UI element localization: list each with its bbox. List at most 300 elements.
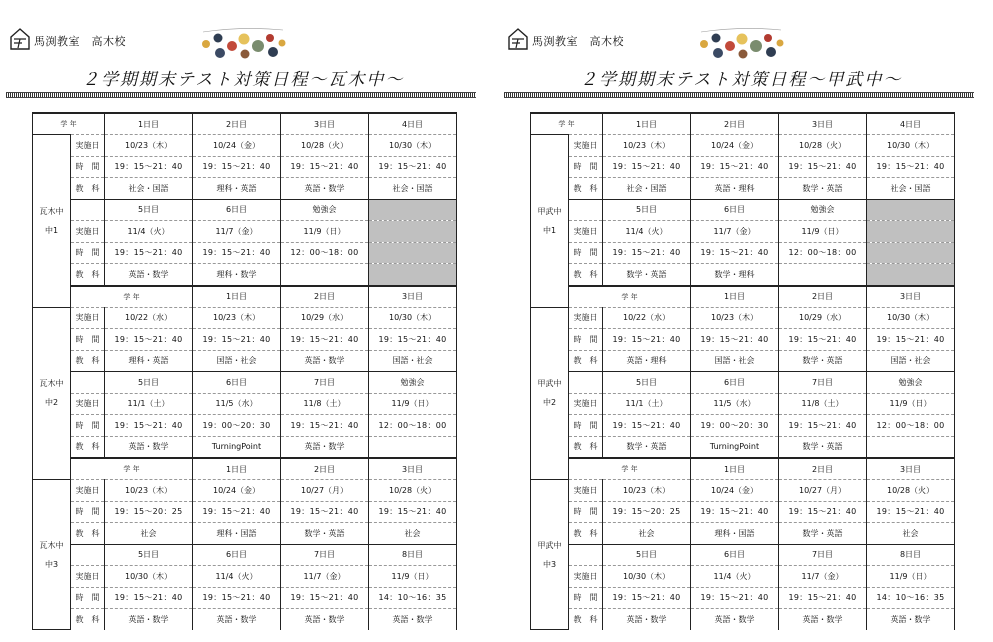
subject-cell: 英語・理科: [603, 350, 691, 372]
subject-cell: 英語・数学: [867, 609, 955, 630]
grade-label-cell: [33, 307, 71, 480]
subject-cell: 数学・英語: [603, 264, 691, 286]
grade-header-cell: 学 年: [71, 286, 193, 308]
schedule-sheet-kobu: [500, 0, 970, 642]
day-label-cell: 1日目: [691, 286, 779, 308]
day-header-row: [33, 286, 457, 308]
time-cell: [867, 242, 955, 264]
date-cell: 10/30（木）: [867, 135, 955, 157]
time-row-label: 時 間: [71, 156, 105, 178]
day-header-row: [33, 458, 457, 480]
day-label-cell: 6日目: [193, 544, 281, 566]
grade-label-cell: [33, 135, 71, 308]
date-cell: 10/30（木）: [603, 566, 691, 588]
date-row: [531, 307, 955, 329]
date-cell: 11/8（土）: [779, 393, 867, 415]
date-cell: 11/7（金）: [691, 221, 779, 243]
time-cell: 19：15～21：40: [691, 501, 779, 523]
date-cell: [867, 221, 955, 243]
day-label-cell: 5日目: [105, 544, 193, 566]
subject-row-label: 教 科: [71, 436, 105, 458]
day-header-row: [33, 199, 457, 221]
time-row-label: 時 間: [71, 501, 105, 523]
subject-cell: [867, 436, 955, 458]
time-cell: 19：15～21：40: [603, 415, 691, 437]
date-cell: 10/29（水）: [281, 307, 369, 329]
date-row: [33, 307, 457, 329]
date-row: [33, 393, 457, 415]
page-title: ２学期期末テスト対策日程～瓦木中～: [82, 70, 405, 90]
day-header-row: [531, 544, 955, 566]
blank-label-cell: [569, 544, 603, 566]
day-label-cell: 2日目: [193, 113, 281, 135]
subject-cell: 英語・数学: [779, 609, 867, 630]
date-row-label: 実施日: [71, 566, 105, 588]
grade-year-label: 中2: [542, 398, 557, 408]
day-label-cell: 5日目: [603, 544, 691, 566]
time-cell: 14：10～16：35: [867, 587, 955, 609]
time-row: [33, 156, 457, 178]
date-cell: 10/27（月）: [281, 480, 369, 502]
date-cell: 11/9（日）: [369, 393, 457, 415]
grade-label-cell: [531, 135, 569, 308]
day-label-cell: 3日目: [369, 458, 457, 480]
date-row-label: 実施日: [569, 393, 603, 415]
subject-row-label: 教 科: [71, 523, 105, 545]
grade-header-cell: 学 年: [569, 286, 691, 308]
date-cell: 10/30（木）: [369, 307, 457, 329]
time-row-label: 時 間: [71, 329, 105, 351]
day-label-cell: 3日目: [369, 286, 457, 308]
time-row: [33, 415, 457, 437]
day-label-cell: 勉強会: [369, 372, 457, 394]
time-cell: 12：00～18：00: [779, 242, 867, 264]
subject-row: [531, 436, 955, 458]
time-row-label: 時 間: [569, 501, 603, 523]
title-divider: [6, 92, 476, 98]
date-row-label: 実施日: [569, 135, 603, 157]
time-cell: 19：15～21：40: [691, 156, 779, 178]
date-cell: 10/30（木）: [369, 135, 457, 157]
date-cell: 11/1（土）: [603, 393, 691, 415]
day-label-cell: 1日目: [193, 286, 281, 308]
time-cell: 19：15～21：40: [691, 242, 779, 264]
time-cell: 19：15～21：40: [779, 587, 867, 609]
subject-cell: 英語・数学: [281, 350, 369, 372]
subject-cell: 英語・数学: [105, 609, 193, 630]
date-cell: 10/24（金）: [193, 480, 281, 502]
subject-cell: 社会: [105, 523, 193, 545]
schedule-table: [32, 112, 457, 630]
day-label-cell: 勉強会: [281, 199, 369, 221]
grade-label-cell: [33, 480, 71, 630]
subject-row-label: 教 科: [569, 523, 603, 545]
subject-row-label: 教 科: [569, 178, 603, 200]
date-cell: 11/4（火）: [105, 221, 193, 243]
schedule-table: [530, 112, 955, 630]
time-row-label: 時 間: [569, 415, 603, 437]
time-cell: 19：15～21：40: [779, 415, 867, 437]
time-row: [531, 587, 955, 609]
date-row: [531, 566, 955, 588]
date-row: [33, 135, 457, 157]
subject-cell: 国語・社会: [867, 350, 955, 372]
date-row: [33, 480, 457, 502]
subject-row-label: 教 科: [569, 436, 603, 458]
date-row: [531, 221, 955, 243]
subject-cell: [369, 436, 457, 458]
time-row: [33, 501, 457, 523]
subject-cell: [281, 264, 369, 286]
day-label-cell: 1日目: [603, 113, 691, 135]
date-cell: 11/9（日）: [281, 221, 369, 243]
day-label-cell: 1日目: [691, 458, 779, 480]
subject-cell: 英語・数学: [281, 609, 369, 630]
subject-row-label: 教 科: [569, 264, 603, 286]
grade-school-label: 甲武中: [537, 540, 562, 550]
time-cell: 12：00～18：00: [369, 415, 457, 437]
time-cell: 19：15～21：40: [105, 156, 193, 178]
date-row: [33, 566, 457, 588]
day-label-cell: 4日目: [369, 113, 457, 135]
day-header-row: [531, 199, 955, 221]
date-cell: 10/28（火）: [867, 480, 955, 502]
time-cell: 19：15～21：40: [281, 415, 369, 437]
date-cell: 11/4（火）: [193, 566, 281, 588]
blank-label-cell: [71, 199, 105, 221]
time-cell: 19：15～21：40: [105, 415, 193, 437]
day-label-cell: 3日目: [867, 286, 955, 308]
time-row-label: 時 間: [569, 587, 603, 609]
subject-cell: 社会・国語: [105, 178, 193, 200]
blank-label-cell: [569, 372, 603, 394]
date-cell: 11/9（日）: [369, 566, 457, 588]
subject-row: [531, 609, 955, 630]
day-label-cell: 8日目: [867, 544, 955, 566]
date-cell: 10/22（水）: [603, 307, 691, 329]
blank-label-cell: [71, 372, 105, 394]
date-row-label: 実施日: [71, 135, 105, 157]
date-cell: 11/5（水）: [193, 393, 281, 415]
school-logo-icon: [508, 26, 528, 50]
day-label-cell: 7日目: [281, 544, 369, 566]
grade-school-label: 瓦木中: [39, 379, 64, 389]
time-cell: 19：15～21：40: [603, 156, 691, 178]
date-row-label: 実施日: [71, 480, 105, 502]
date-cell: 11/9（日）: [867, 393, 955, 415]
time-cell: 19：15～21：40: [867, 329, 955, 351]
date-cell: [369, 221, 457, 243]
subject-row-label: 教 科: [71, 609, 105, 630]
day-label-cell: 勉強会: [779, 199, 867, 221]
subject-cell: 英語・数学: [691, 609, 779, 630]
subject-row-label: 教 科: [71, 264, 105, 286]
time-cell: 19：15～21：40: [867, 501, 955, 523]
day-header-row: [531, 286, 955, 308]
time-cell: 19：15～21：40: [193, 242, 281, 264]
time-cell: 19：15～21：40: [369, 501, 457, 523]
date-cell: 11/7（金）: [281, 566, 369, 588]
date-cell: 10/23（木）: [193, 307, 281, 329]
subject-cell: 数学・英語: [603, 436, 691, 458]
date-cell: 10/24（金）: [691, 135, 779, 157]
grade-year-label: 中1: [542, 225, 557, 235]
time-row-label: 時 間: [71, 587, 105, 609]
date-cell: 11/4（火）: [603, 221, 691, 243]
subject-cell: 社会: [603, 523, 691, 545]
time-cell: 19：15～21：40: [193, 156, 281, 178]
grade-year-label: 中3: [44, 559, 59, 569]
subject-cell: 数学・理科: [691, 264, 779, 286]
day-label-cell: 3日目: [867, 458, 955, 480]
school-logo-icon: [10, 26, 30, 50]
time-row: [531, 242, 955, 264]
day-label-cell: 2日目: [779, 286, 867, 308]
date-cell: 10/28（火）: [779, 135, 867, 157]
time-cell: 19：15～21：40: [281, 501, 369, 523]
day-label-cell: 3日目: [779, 113, 867, 135]
time-cell: 19：15～21：40: [281, 156, 369, 178]
day-label-cell: 6日目: [193, 199, 281, 221]
time-row: [531, 156, 955, 178]
time-cell: 19：15～21：40: [369, 156, 457, 178]
date-row-label: 実施日: [71, 393, 105, 415]
day-label-cell: 1日目: [105, 113, 193, 135]
time-cell: 19：15～21：40: [105, 242, 193, 264]
subject-cell: 数学・英語: [779, 523, 867, 545]
grade-header-cell: 学 年: [71, 458, 193, 480]
time-cell: 19：15～20：25: [105, 501, 193, 523]
subject-row-label: 教 科: [569, 609, 603, 630]
date-cell: 10/28（火）: [369, 480, 457, 502]
date-cell: 10/23（木）: [105, 135, 193, 157]
subject-row: [33, 523, 457, 545]
grade-school-label: 瓦木中: [39, 540, 64, 550]
subject-row-label: 教 科: [71, 178, 105, 200]
time-cell: 19：15～21：40: [779, 156, 867, 178]
day-label-cell: 7日目: [281, 372, 369, 394]
time-cell: 19：15～21：40: [193, 329, 281, 351]
subject-row-label: 教 科: [71, 350, 105, 372]
time-row-label: 時 間: [71, 415, 105, 437]
subject-cell: 理科・国語: [193, 523, 281, 545]
time-cell: 19：15～21：40: [603, 329, 691, 351]
subject-cell: 英語・数学: [369, 609, 457, 630]
date-row-label: 実施日: [71, 307, 105, 329]
day-label-cell: 5日目: [105, 199, 193, 221]
date-cell: 11/5（水）: [691, 393, 779, 415]
subject-cell: [779, 264, 867, 286]
subject-cell: 英語・数学: [105, 264, 193, 286]
day-header-row: [531, 113, 955, 135]
subject-cell: 社会: [867, 523, 955, 545]
time-cell: 19：15～21：40: [193, 501, 281, 523]
grade-header-cell: 学 年: [569, 458, 691, 480]
blank-label-cell: [71, 544, 105, 566]
time-row: [33, 329, 457, 351]
day-label-cell: 7日目: [779, 544, 867, 566]
time-cell: 19：15～21：40: [779, 329, 867, 351]
subject-row: [33, 350, 457, 372]
grade-school-label: 瓦木中: [39, 206, 64, 216]
day-label-cell: 2日目: [779, 458, 867, 480]
day-label-cell: [867, 199, 955, 221]
subject-row: [531, 264, 955, 286]
day-label-cell: 5日目: [603, 372, 691, 394]
day-label-cell: 5日目: [105, 372, 193, 394]
date-row-label: 実施日: [569, 221, 603, 243]
grade-header-cell: 学 年: [33, 113, 105, 135]
subject-cell: TurningPoint: [691, 436, 779, 458]
subject-cell: 理科・国語: [691, 523, 779, 545]
blank-label-cell: [569, 199, 603, 221]
date-cell: 10/30（木）: [105, 566, 193, 588]
time-row: [531, 415, 955, 437]
grade-header-cell: 学 年: [531, 113, 603, 135]
subject-cell: 理科・英語: [193, 178, 281, 200]
day-label-cell: 8日目: [369, 544, 457, 566]
time-cell: 19：15～21：40: [281, 587, 369, 609]
date-cell: 11/8（土）: [281, 393, 369, 415]
subject-cell: 数学・英語: [779, 178, 867, 200]
time-row-label: 時 間: [569, 156, 603, 178]
page-title: ２学期期末テスト対策日程～甲武中～: [580, 70, 903, 90]
subject-row-label: 教 科: [569, 350, 603, 372]
subject-cell: 英語・理科: [691, 178, 779, 200]
subject-row: [33, 178, 457, 200]
schedule-sheet-kawaragi: [2, 0, 472, 642]
date-row: [33, 221, 457, 243]
subject-cell: 数学・英語: [779, 436, 867, 458]
time-cell: 14：10～16：35: [369, 587, 457, 609]
day-label-cell: 2日目: [281, 458, 369, 480]
day-label-cell: 勉強会: [867, 372, 955, 394]
subject-row: [33, 264, 457, 286]
time-row: [531, 501, 955, 523]
date-row-label: 実施日: [569, 307, 603, 329]
subject-cell: 国語・社会: [369, 350, 457, 372]
day-header-row: [33, 372, 457, 394]
date-cell: 11/4（火）: [691, 566, 779, 588]
date-row-label: 実施日: [569, 566, 603, 588]
subject-row: [33, 436, 457, 458]
time-row-label: 時 間: [569, 329, 603, 351]
date-cell: 11/9（日）: [779, 221, 867, 243]
ornament-decoration-icon: [198, 26, 288, 62]
date-cell: 10/23（木）: [105, 480, 193, 502]
day-label-cell: 5日目: [603, 199, 691, 221]
subject-cell: 社会・国語: [603, 178, 691, 200]
grade-year-label: 中3: [542, 559, 557, 569]
ornament-decoration-icon: [696, 26, 786, 62]
day-label-cell: 6日目: [193, 372, 281, 394]
date-row-label: 実施日: [71, 221, 105, 243]
date-cell: 10/24（金）: [193, 135, 281, 157]
time-cell: 19：15～21：40: [867, 156, 955, 178]
grade-year-label: 中1: [44, 225, 59, 235]
subject-cell: 数学・英語: [281, 523, 369, 545]
subject-cell: 英語・数学: [603, 609, 691, 630]
date-cell: 10/24（金）: [691, 480, 779, 502]
time-row: [33, 242, 457, 264]
day-label-cell: 2日目: [691, 113, 779, 135]
school-name: 馬渕教室 高木校: [532, 35, 624, 48]
day-label-cell: 6日目: [691, 372, 779, 394]
time-cell: 19：15～21：40: [691, 329, 779, 351]
subject-cell: TurningPoint: [193, 436, 281, 458]
date-cell: 10/27（月）: [779, 480, 867, 502]
date-row-label: 実施日: [569, 480, 603, 502]
subject-cell: 数学・英語: [779, 350, 867, 372]
date-cell: 10/22（水）: [105, 307, 193, 329]
subject-cell: 社会・国語: [867, 178, 955, 200]
time-cell: [369, 242, 457, 264]
date-cell: 10/23（木）: [603, 480, 691, 502]
day-label-cell: 3日目: [281, 113, 369, 135]
grade-label-cell: [531, 480, 569, 630]
date-cell: 10/29（水）: [779, 307, 867, 329]
time-cell: 19：15～21：40: [603, 242, 691, 264]
subject-row: [531, 178, 955, 200]
time-cell: 12：00～18：00: [867, 415, 955, 437]
time-row: [531, 329, 955, 351]
subject-cell: [369, 264, 457, 286]
subject-row: [531, 523, 955, 545]
time-cell: 19：00～20：30: [193, 415, 281, 437]
date-row: [531, 135, 955, 157]
time-row-label: 時 間: [71, 242, 105, 264]
day-label-cell: 6日目: [691, 199, 779, 221]
date-row: [531, 480, 955, 502]
subject-cell: 英語・数学: [281, 178, 369, 200]
subject-row: [531, 350, 955, 372]
time-row-label: 時 間: [569, 242, 603, 264]
subject-cell: 理科・英語: [105, 350, 193, 372]
time-cell: 19：15～21：40: [105, 329, 193, 351]
date-cell: 11/7（金）: [193, 221, 281, 243]
time-cell: 19：15～21：40: [603, 587, 691, 609]
time-cell: 19：00～20：30: [691, 415, 779, 437]
day-header-row: [33, 113, 457, 135]
day-label-cell: 1日目: [193, 458, 281, 480]
time-cell: 19：15～21：40: [779, 501, 867, 523]
subject-cell: 国語・社会: [193, 350, 281, 372]
date-cell: 11/7（金）: [779, 566, 867, 588]
day-label-cell: 7日目: [779, 372, 867, 394]
time-cell: 12：00～18：00: [281, 242, 369, 264]
day-label-cell: 4日目: [867, 113, 955, 135]
date-cell: 10/30（木）: [867, 307, 955, 329]
day-label-cell: 6日目: [691, 544, 779, 566]
time-cell: 19：15～21：40: [193, 587, 281, 609]
day-header-row: [531, 372, 955, 394]
date-cell: 11/9（日）: [867, 566, 955, 588]
date-cell: 10/28（火）: [281, 135, 369, 157]
title-divider: [504, 92, 974, 98]
time-cell: 19：15～21：40: [691, 587, 779, 609]
grade-school-label: 甲武中: [537, 379, 562, 389]
time-cell: 19：15～21：40: [281, 329, 369, 351]
subject-cell: 英語・数学: [105, 436, 193, 458]
subject-cell: [867, 264, 955, 286]
time-cell: 19：15～20：25: [603, 501, 691, 523]
subject-cell: 英語・数学: [281, 436, 369, 458]
subject-cell: 社会・国語: [369, 178, 457, 200]
day-label-cell: [369, 199, 457, 221]
subject-cell: 国語・社会: [691, 350, 779, 372]
day-header-row: [33, 544, 457, 566]
grade-school-label: 甲武中: [537, 206, 562, 216]
